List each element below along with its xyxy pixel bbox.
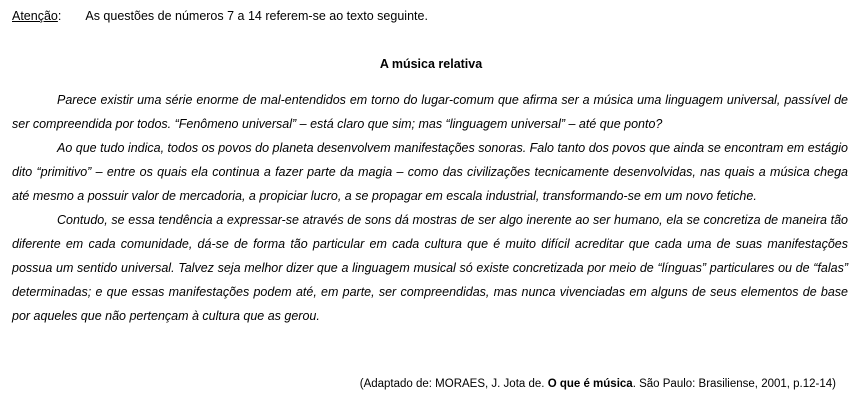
source-book-title: O que é música xyxy=(547,378,633,390)
paragraph-2: Ao que tudo indica, todos os povos do planeta desenvolvem manifestações sonoras. Falo tanto dos povos que ainda se encontram em estágio dito “primitivo” – entre os quais ela continua a fazer parte da magia – como das civilizações tecnicamente desenvolvidas, nas quais a música chega até mesmo a possuir valor de mercadoria, a propiciar lucro, a se propagar em escala industrial, transformando-se em um novo fetiche. xyxy=(12,141,848,203)
source-citation xyxy=(360,374,836,394)
notice-colon: : xyxy=(57,9,62,23)
notice-label: Atenção xyxy=(12,9,58,23)
source-prefix: (Adaptado de: MORAES, J. Jota de. xyxy=(359,378,545,390)
source-suffix: . São Paulo: Brasiliense, 2001, p.12-14) xyxy=(632,378,836,390)
notice-line xyxy=(12,6,428,26)
paragraph-1: Parece existir uma série enorme de mal-entendidos em torno do lugar-comum que afirma ser a música uma linguagem universal, passível de ser compreendida por todos. “Fenômeno universal” – está claro que sim; mas “linguagem universal” – até que ponto? xyxy=(12,93,848,131)
notice-text: As questões de números 7 a 14 referem-se ao texto seguinte. xyxy=(85,9,428,23)
paragraph-3: Contudo, se essa tendência a expressar-se através de sons dá mostras de ser algo inerente ao ser humano, ela se concretiza de maneira tão diferente em cada comunidade, dá-se de forma tão particular em cada cultura que é muito difícil acreditar que cada uma de suas manifestações possua um sentido universal. Talvez seja melhor dizer que a linguagem musical só existe concretizada por meio de “línguas” particulares ou de “falas” determinadas; e que essas manifestações podem até, em parte, ser compreendidas, mas nunca vivenciadas em alguns de seus elementos de base por aqueles que não pertençam à cultura que as gerou. xyxy=(12,213,848,323)
text-title: A música relativa xyxy=(379,57,483,71)
text-body xyxy=(12,88,848,328)
